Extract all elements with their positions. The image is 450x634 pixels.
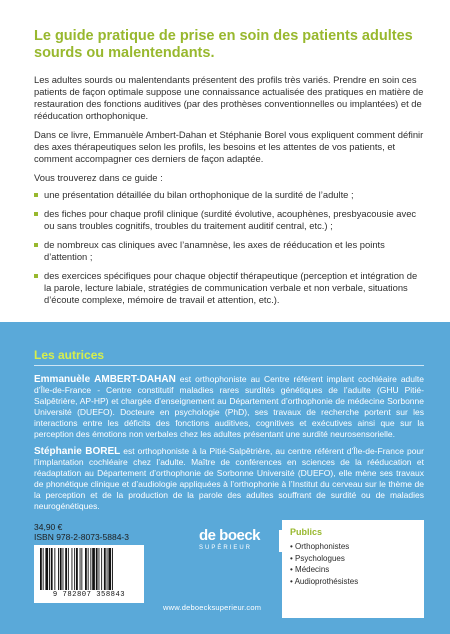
- barcode-bar: [74, 548, 75, 590]
- author-bio: [34, 446, 424, 512]
- barcode-bar: [88, 548, 89, 590]
- barcode-bar: [92, 548, 95, 590]
- barcode-bar: [58, 548, 59, 590]
- price: 34,90 €: [34, 522, 63, 532]
- list-item: une présentation détaillée du bilan orthophonique de la surdité de l’adulte ;: [34, 189, 424, 201]
- barcode-bar: [96, 548, 98, 590]
- authors-heading: [34, 346, 424, 366]
- barcode-bar: [40, 548, 42, 590]
- barcode-bar: [43, 548, 44, 590]
- publics-box: [282, 520, 424, 618]
- barcode-bars: [38, 548, 140, 590]
- intro-paragraph: Dans ce livre, Emmanuèle Ambert-Dahan et Stéphanie Borel vous expliquent comment définir des axes thérapeutiques selon les profils, les besoins et les attentes de vos patients, et comment accompagner ces derniers de façon adaptée.: [34, 129, 424, 164]
- author-name: Stéphanie BOREL: [34, 446, 121, 457]
- list-item: • Audioprothésistes: [290, 576, 416, 588]
- barcode-bar: [101, 548, 102, 590]
- list-item: • Médecins: [290, 564, 416, 576]
- barcode-bar: [54, 548, 55, 590]
- barcode-digits: 9 782807 358843: [52, 591, 126, 599]
- barcode-bar: [51, 548, 53, 590]
- barcode-bar: [112, 548, 113, 590]
- list-item: des fiches pour chaque profil clinique (surdité évolutive, acouphènes, presbyacousie avec ou sans troubles cognitifs, troubles du traitement auditif central, etc.) ;: [34, 208, 424, 232]
- author-bio-text: est orthophoniste à la Pitié-Salpêtrière, au centre référent d’Île-de-France pour l’implantation cochléaire chez l’adulte. Maître de conférences en sciences de la rééducation et réadaptation au Département d’orthophonie de Sorbonne Université (DUEFO), elle mène ses travaux de phonétique clinique et d’audiologie appliquées à l’orthophonie à l’Institut du cerveau sur le thème de la perception et de la production de la parole des adultes souffrant de surdité ou de maladies neurogénétiques.: [34, 446, 424, 511]
- publisher-logo-word: de boeck: [199, 527, 261, 544]
- intro-paragraph: Vous trouverez dans ce guide :: [34, 172, 163, 183]
- barcode: [34, 545, 144, 603]
- barcode-bar: [85, 548, 87, 590]
- description: [34, 74, 424, 313]
- isbn: ISBN 978-2-8073-5884-3: [34, 532, 129, 542]
- publisher-url: www.deboecksuperieur.com: [163, 603, 262, 612]
- headline: Le guide pratique de prise en soin des patients adultes sourds ou malentendants.: [34, 28, 413, 61]
- barcode-bar: [90, 548, 91, 590]
- barcode-block: [34, 522, 154, 618]
- barcode-bar: [72, 548, 73, 590]
- barcode-bar: [45, 548, 48, 590]
- author-name: Emmanuèle AMBERT-DAHAN: [34, 374, 176, 385]
- publisher-logo-sub: SUPÉRIEUR: [199, 545, 253, 551]
- publisher-logo: [199, 528, 274, 568]
- barcode-bar: [68, 548, 69, 590]
- list-item: • Psychologues: [290, 553, 416, 565]
- contents-list: [34, 189, 424, 306]
- barcode-bar: [49, 548, 50, 590]
- list-item: • Orthophonistes: [290, 541, 416, 553]
- author-bio-text: est orthophoniste au Centre référent implant cochléaire adulte d’Île-de-France - Centre constitutif maladies rares surdités génétiques de l’adulte (GHU Pitié-Salpêtrière, AP-HP) et chargée d’enseignement au Département d’orthophonie de médecine Sorbonne Université (DUEFO). Docteure en psychologie (PhD), ses travaux de recherche portent sur les interactions entre les déficits des fonctions auditives, cognitives et exécutives ainsi que sur la perception des émotions non verbales chez les adultes présentant une surdité neurosensorielle.: [34, 374, 424, 439]
- list-item: des exercices spécifiques pour chaque objectif thérapeutique (perception et intégration de la parole, lecture labiale, stratégies de communication verbale et non verbale, situations d’écoute complexe, mémoire de travail et attention, etc.).: [34, 270, 424, 306]
- barcode-bar: [108, 548, 111, 590]
- barcode-bar: [107, 548, 108, 590]
- barcode-bar: [76, 548, 78, 590]
- intro-paragraph: Les adultes sourds ou malentendants présentent des profils très variés. Prendre en soin ces patients de façon optimale suppose une connaissance actualisée des pratiques en matière de restauration des fonctions auditives (par des prothèses conventionnelles ou implantées) et de rééducation orthophonique.: [34, 74, 424, 121]
- barcode-bar: [65, 548, 67, 590]
- barcode-bar: [63, 548, 64, 590]
- barcode-bar: [104, 548, 106, 590]
- authors-panel: [0, 322, 450, 634]
- author-bio: [34, 374, 424, 440]
- barcode-bar: [80, 548, 81, 590]
- publics-list: [290, 541, 416, 587]
- publics-title: Publics: [290, 527, 323, 537]
- barcode-bar: [81, 548, 82, 590]
- list-item: de nombreux cas cliniques avec l’anamnèse, les axes de rééducation et les points d’attention ;: [34, 239, 424, 263]
- barcode-bar: [99, 548, 100, 590]
- barcode-bar: [60, 548, 62, 590]
- authors-title: Les autrices: [34, 348, 105, 362]
